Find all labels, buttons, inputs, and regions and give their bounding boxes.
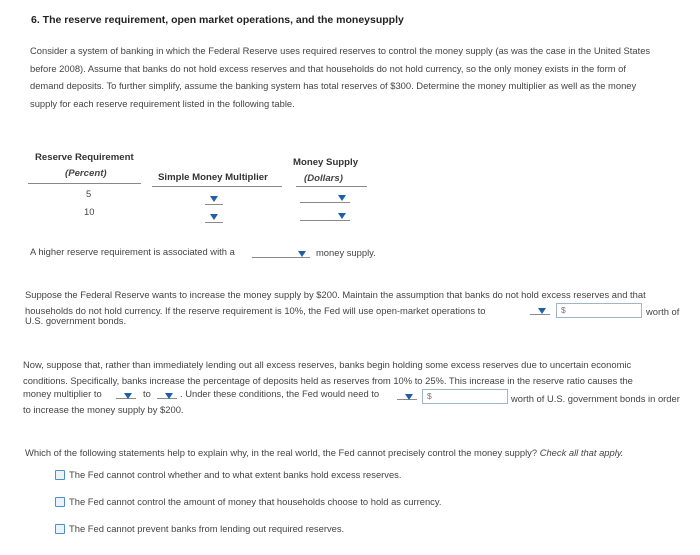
- col-reserve-subheader: (Percent): [65, 168, 107, 179]
- reserve-cell: 5: [86, 188, 92, 199]
- checkbox-excess-reserves[interactable]: [55, 470, 65, 480]
- intro-paragraph: [30, 42, 698, 112]
- part3-line: money multiplier to: [23, 388, 102, 399]
- table-header-rule: [28, 183, 141, 184]
- bond-amount-input[interactable]: [556, 303, 642, 318]
- chevron-down-icon: [210, 214, 218, 220]
- bond-amount-input-2[interactable]: [422, 389, 508, 404]
- money-supply-suffix: money supply.: [316, 247, 376, 258]
- intro-line: demand deposits. To further simplify, assume the banking system has total reserves of $300. Determine the money multiplier as well as the money: [30, 80, 637, 91]
- part3-line: Now, suppose that, rather than immediately lending out all excess reserves, banks begin holding some excess reserves due to uncertain economic: [23, 359, 632, 370]
- multiplier-from-dropdown[interactable]: [116, 390, 136, 399]
- part3-line: conditions. Specifically, banks increase the percentage of deposits held as reserves from 10% to 25%. This increase in the reserve ratio causes the: [23, 375, 633, 386]
- chevron-down-icon: [210, 196, 218, 202]
- checkbox-required-reserves[interactable]: [55, 524, 65, 534]
- chevron-down-icon: [124, 393, 132, 399]
- chevron-down-icon: [338, 195, 346, 201]
- dollar-sign: $: [427, 391, 432, 401]
- option-label: The Fed cannot control whether and to what extent banks hold excess reserves.: [69, 469, 402, 480]
- checkbox-currency[interactable]: [55, 497, 65, 507]
- checkbox-prompt: [25, 444, 697, 462]
- open-market-action-dropdown[interactable]: [530, 305, 550, 315]
- worth-of-label: worth of: [646, 306, 680, 317]
- col-multiplier-header: Simple Money Multiplier: [158, 172, 268, 183]
- fed-action-dropdown[interactable]: [397, 391, 417, 400]
- option-label: The Fed cannot control the amount of money that households choose to hold as currency.: [69, 496, 442, 507]
- reserve-cell: 10: [84, 206, 95, 217]
- intro-line: supply for each reserve requirement listed in the following table.: [30, 97, 295, 109]
- option-label: The Fed cannot prevent banks from lending out required reserves.: [69, 523, 345, 534]
- multiplier-dropdown-row-2[interactable]: [205, 209, 223, 227]
- higher-reserve-prompt: A higher reserve requirement is associated with a: [30, 246, 235, 257]
- chevron-down-icon: [298, 251, 306, 257]
- prompt-text: Which of the following statements help to explain why, in the real world, the Fed cannot precisely control the money supply?: [25, 447, 538, 458]
- col-money-supply-subheader: (Dollars): [304, 173, 343, 184]
- part3-line: to increase the money supply by $200.: [23, 404, 184, 415]
- chevron-down-icon: [165, 393, 173, 399]
- money-supply-dropdown-row-1[interactable]: [300, 192, 350, 203]
- chevron-down-icon: [338, 213, 346, 219]
- multiplier-to-dropdown[interactable]: [157, 390, 177, 399]
- col-money-supply-header: Money Supply: [293, 157, 359, 168]
- intro-line: Consider a system of banking in which the Federal Reserve uses required reserves to control the money supply (as was the case in the United States: [30, 45, 651, 56]
- part3-line: worth of U.S. government bonds in order: [511, 393, 680, 404]
- chevron-down-icon: [538, 308, 546, 314]
- chevron-down-icon: [405, 394, 413, 400]
- money-supply-direction-dropdown[interactable]: [252, 248, 310, 258]
- table-header-rule: [152, 186, 282, 187]
- part2-line: U.S. government bonds.: [25, 315, 127, 326]
- dollar-sign: $: [561, 305, 566, 315]
- part2-line: households do not hold currency. If the reserve requirement is 10%, the Fed will use open-market operations to: [25, 305, 486, 316]
- to-label: to: [143, 388, 151, 399]
- prompt-instruction: Check all that apply.: [539, 447, 624, 458]
- table-header-rule: [296, 186, 367, 187]
- part3-line: . Under these conditions, the Fed would need to: [180, 388, 380, 399]
- multiplier-dropdown-row-1[interactable]: [205, 191, 223, 209]
- part2-line: Suppose the Federal Reserve wants to increase the money supply by $200. Maintain the assumption that banks do not hold excess reserves and that: [25, 289, 646, 300]
- col-reserve-header: Reserve Requirement: [35, 152, 134, 163]
- intro-line: before 2008). Assume that banks do not hold excess reserves and that households do not hold currency, so the only money exists in the form of: [30, 62, 627, 74]
- question-title: 6. The reserve requirement, open market operations, and the moneysupply: [31, 14, 404, 26]
- money-supply-dropdown-row-2[interactable]: [300, 210, 350, 221]
